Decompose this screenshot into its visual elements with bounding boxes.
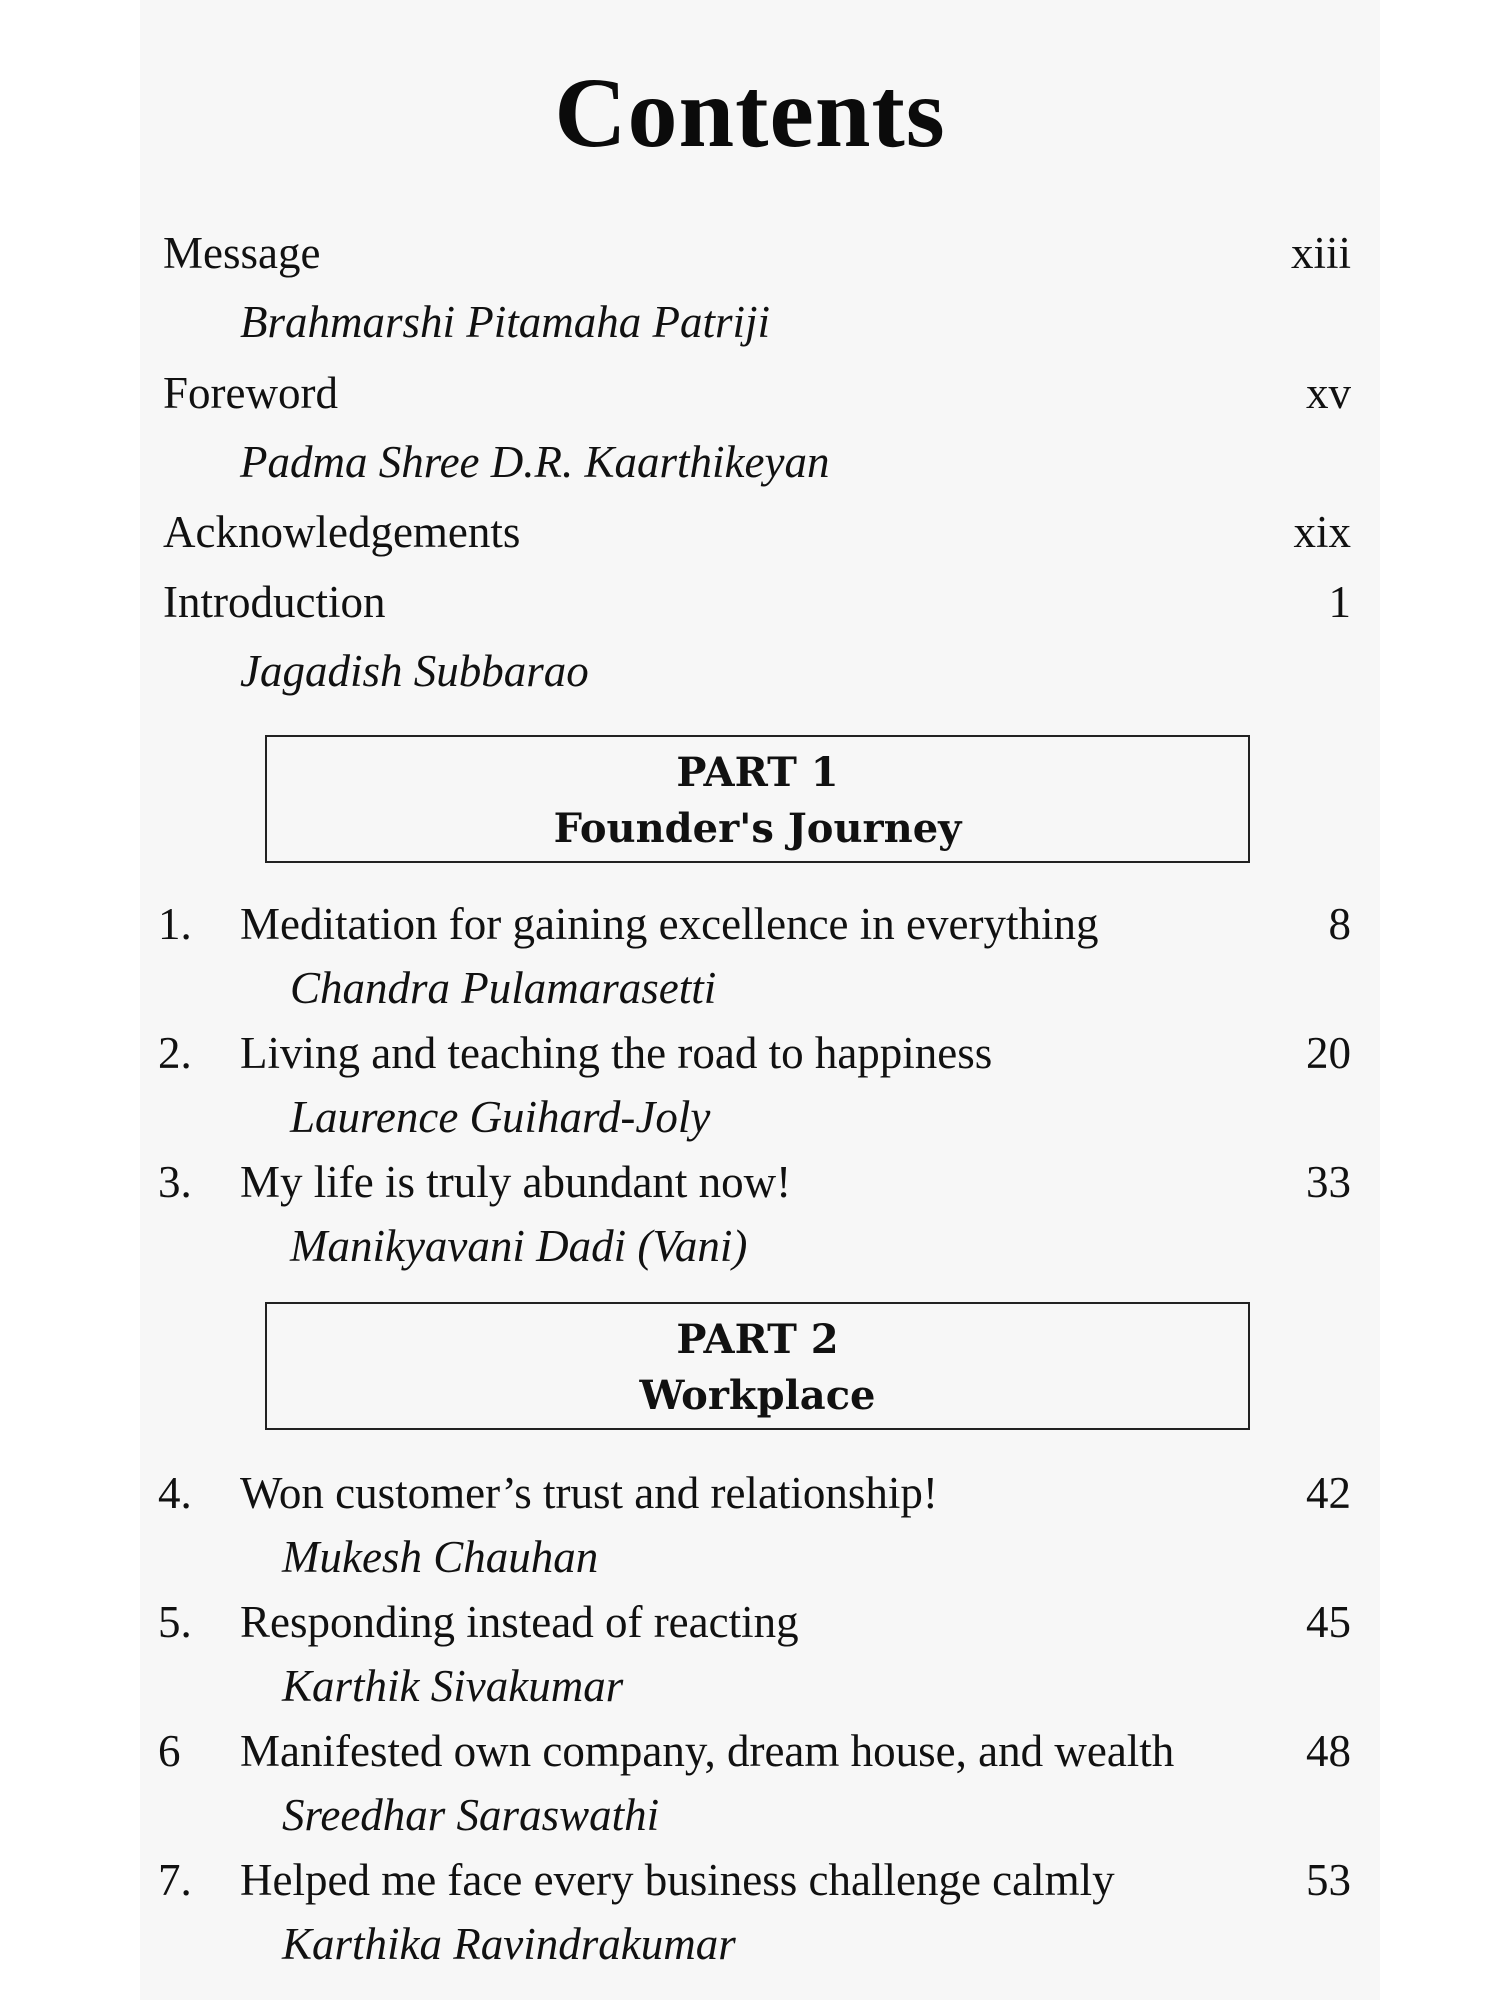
chapter-page-number: 53 [1306,1855,1351,1905]
chapter-title: Responding instead of reacting [240,1597,799,1647]
part-heading-box [265,1302,1250,1430]
chapter-page-number: 20 [1306,1028,1351,1078]
chapter-page-number: 33 [1306,1157,1351,1207]
entry-page-number: xiii [1290,228,1351,278]
chapter-author: Mukesh Chauhan [282,1532,599,1582]
entry-page-number: 1 [1328,577,1351,627]
part-number: PART 2 [676,1316,839,1363]
entry-label: Introduction [163,577,386,627]
part-heading-box [265,735,1250,863]
chapter-title: Meditation for gaining excellence in everything [240,899,1099,949]
chapter-number: 2. [158,1028,192,1078]
entry-label: Message [163,228,321,278]
entry-page-number: xv [1306,368,1351,418]
chapter-author: Manikyavani Dadi (Vani) [290,1221,748,1271]
chapter-number: 5. [158,1597,192,1647]
entry-page-number: xix [1293,507,1351,557]
chapter-author: Karthik Sivakumar [282,1661,624,1711]
chapter-number: 1. [158,899,192,949]
entry-label: Acknowledgements [163,507,521,557]
chapter-number: 3. [158,1157,192,1207]
chapter-author: Sreedhar Saraswathi [282,1790,660,1840]
chapter-author: Laurence Guihard-Joly [290,1092,711,1142]
chapter-number: 7. [158,1855,192,1905]
part-number: PART 1 [676,749,839,796]
part-name: Founder's Journey [553,805,962,852]
chapter-page-number: 42 [1306,1468,1351,1518]
part-name: Workplace [639,1372,876,1419]
entry-author: Padma Shree D.R. Kaarthikeyan [240,437,830,487]
entry-author: Brahmarshi Pitamaha Patriji [240,297,771,347]
chapter-title: Manifested own company, dream house, and wealth [240,1726,1175,1776]
entry-label: Foreword [163,368,338,418]
chapter-title: Won customer’s trust and relationship! [240,1468,938,1518]
chapter-page-number: 8 [1328,899,1351,949]
chapter-number: 6 [158,1726,181,1776]
chapter-number: 4. [158,1468,192,1518]
chapter-page-number: 48 [1306,1726,1351,1776]
entry-author: Jagadish Subbarao [240,646,589,696]
chapter-title: Helped me face every business challenge calmly [240,1855,1115,1905]
chapter-title: My life is truly abundant now! [240,1157,792,1207]
chapter-page-number: 45 [1306,1597,1351,1647]
chapter-author: Chandra Pulamarasetti [290,963,717,1013]
chapter-author: Karthika Ravindrakumar [282,1919,736,1969]
chapter-title: Living and teaching the road to happiness [240,1028,993,1078]
page-title: Contents [554,57,946,168]
